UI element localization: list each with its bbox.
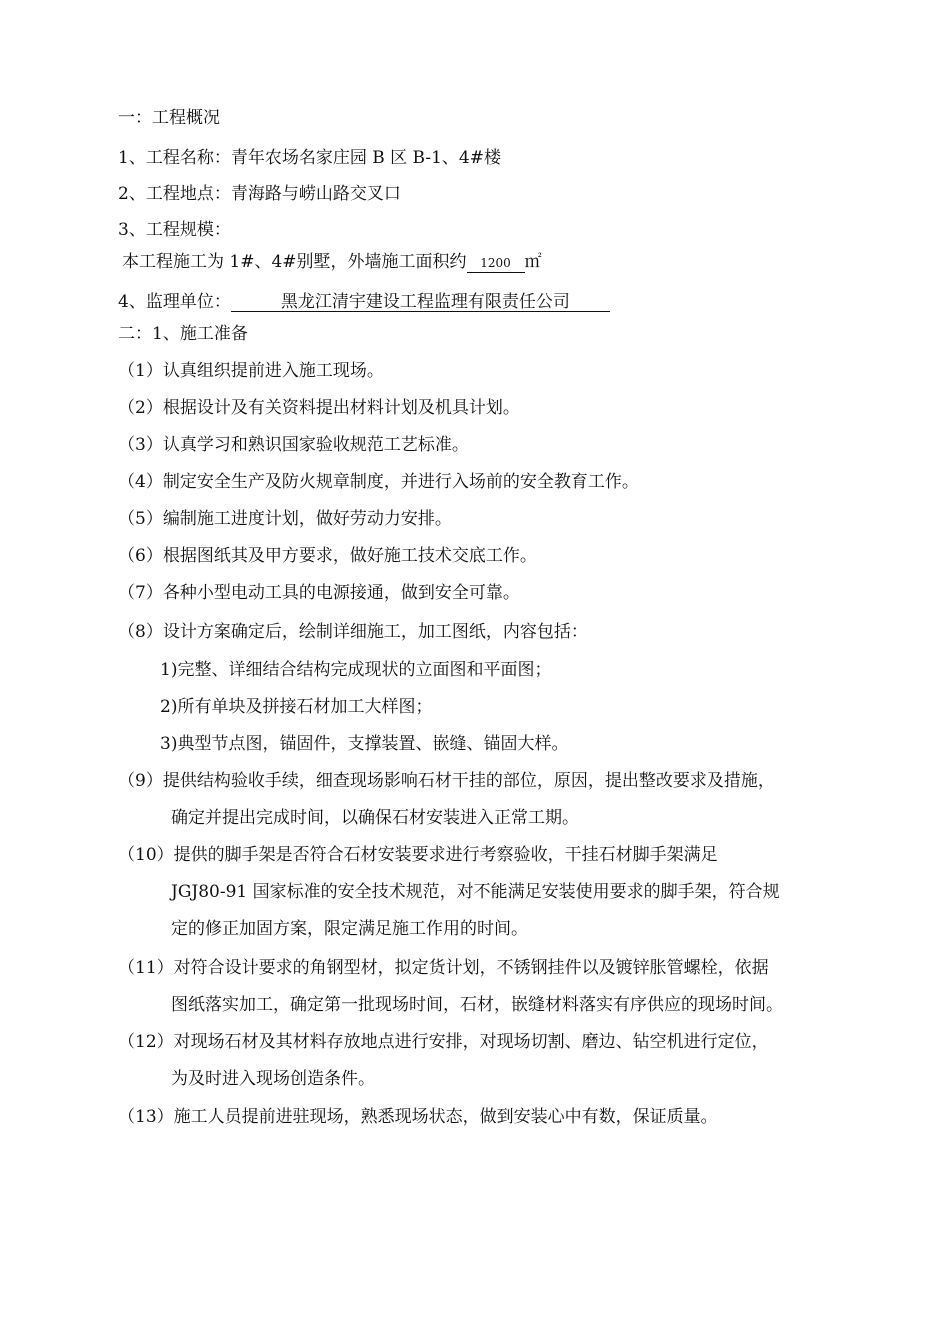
project-location-line: 2、工程地点：青海路与崂山路交叉口 [118, 184, 401, 204]
supervisor-name: 黑龙江清宇建设工程监理有限责任公司 [231, 293, 610, 312]
sub-list-item: 1)完整、详细结合结构完成现状的立面图和平面图； [160, 660, 552, 680]
list-item-continuation: 确定并提出完成时间，以确保石材安装进入正常工期。 [171, 808, 579, 828]
list-item: （9）提供结构验收手续，细查现场影响石材干挂的部位，原因，提出整改要求及措施， [118, 771, 775, 791]
list-item-continuation: JGJ80-91 国家标准的安全技术规范，对不能满足安装使用要求的脚手架，符合规 [171, 882, 780, 902]
list-item: （4）制定安全生产及防火规章制度，并进行入场前的安全教育工作。 [118, 472, 639, 492]
list-item-continuation: 定的修正加固方案，限定满足施工作用的时间。 [171, 919, 528, 939]
section-heading-preparation: 二：1、施工准备 [118, 324, 248, 344]
list-item: （11）对符合设计要求的角钢型材，拟定货计划，不锈钢挂件以及镀锌胀管螺栓，依据 [118, 958, 769, 978]
sub-list-item: 3)典型节点图，锚固件，支撑装置、嵌缝、锚固大样。 [160, 734, 569, 754]
supervisor-line [118, 290, 610, 314]
list-item: （8）设计方案确定后，绘制详细施工，加工图纸，内容包括： [118, 622, 588, 642]
list-item: （6）根据图纸其及甲方要求，做好施工技术交底工作。 [118, 546, 537, 566]
project-scale-line [122, 250, 542, 274]
area-unit: ㎡ [524, 252, 542, 272]
list-item: （3）认真学习和熟识国家验收规范工艺标准。 [118, 435, 469, 455]
list-item: （12）对现场石材及其材料存放地点进行安排，对现场切割、磨边、钻空机进行定位， [118, 1032, 769, 1052]
sub-list-item: 2)所有单块及拼接石材加工大样图； [160, 697, 433, 717]
list-item: （7）各种小型电动工具的电源接通，做到安全可靠。 [118, 583, 520, 603]
project-area-value: 1200 [467, 254, 525, 273]
list-item: （5）编制施工进度计划，做好劳动力安排。 [118, 509, 452, 529]
project-scale-label: 3、工程规模： [118, 220, 231, 240]
list-item-continuation: 图纸落实加工，确定第一批现场时间，石材，嵌缝材料落实有序供应的现场时间。 [171, 995, 783, 1015]
project-name-line: 1、工程名称：青年农场名家庄园 B 区 B-1、4#楼 [118, 148, 501, 168]
list-item: （13）施工人员提前进驻现场，熟悉现场状态，做到安装心中有数，保证质量。 [118, 1107, 718, 1127]
list-item: （1）认真组织提前进入施工现场。 [118, 361, 384, 381]
list-item: （2）根据设计及有关资料提出材料计划及机具计划。 [118, 398, 520, 418]
list-item-continuation: 为及时进入现场创造条件。 [171, 1069, 375, 1089]
list-item: （10）提供的脚手架是否符合石材安装要求进行考察验收，干挂石材脚手架满足 [118, 845, 718, 865]
section-heading-overview: 一：工程概况 [118, 108, 220, 128]
project-scale-text: 本工程施工为 1#、4#别墅，外墙施工面积约 [122, 252, 467, 272]
supervisor-label: 4、监理单位： [118, 292, 231, 312]
